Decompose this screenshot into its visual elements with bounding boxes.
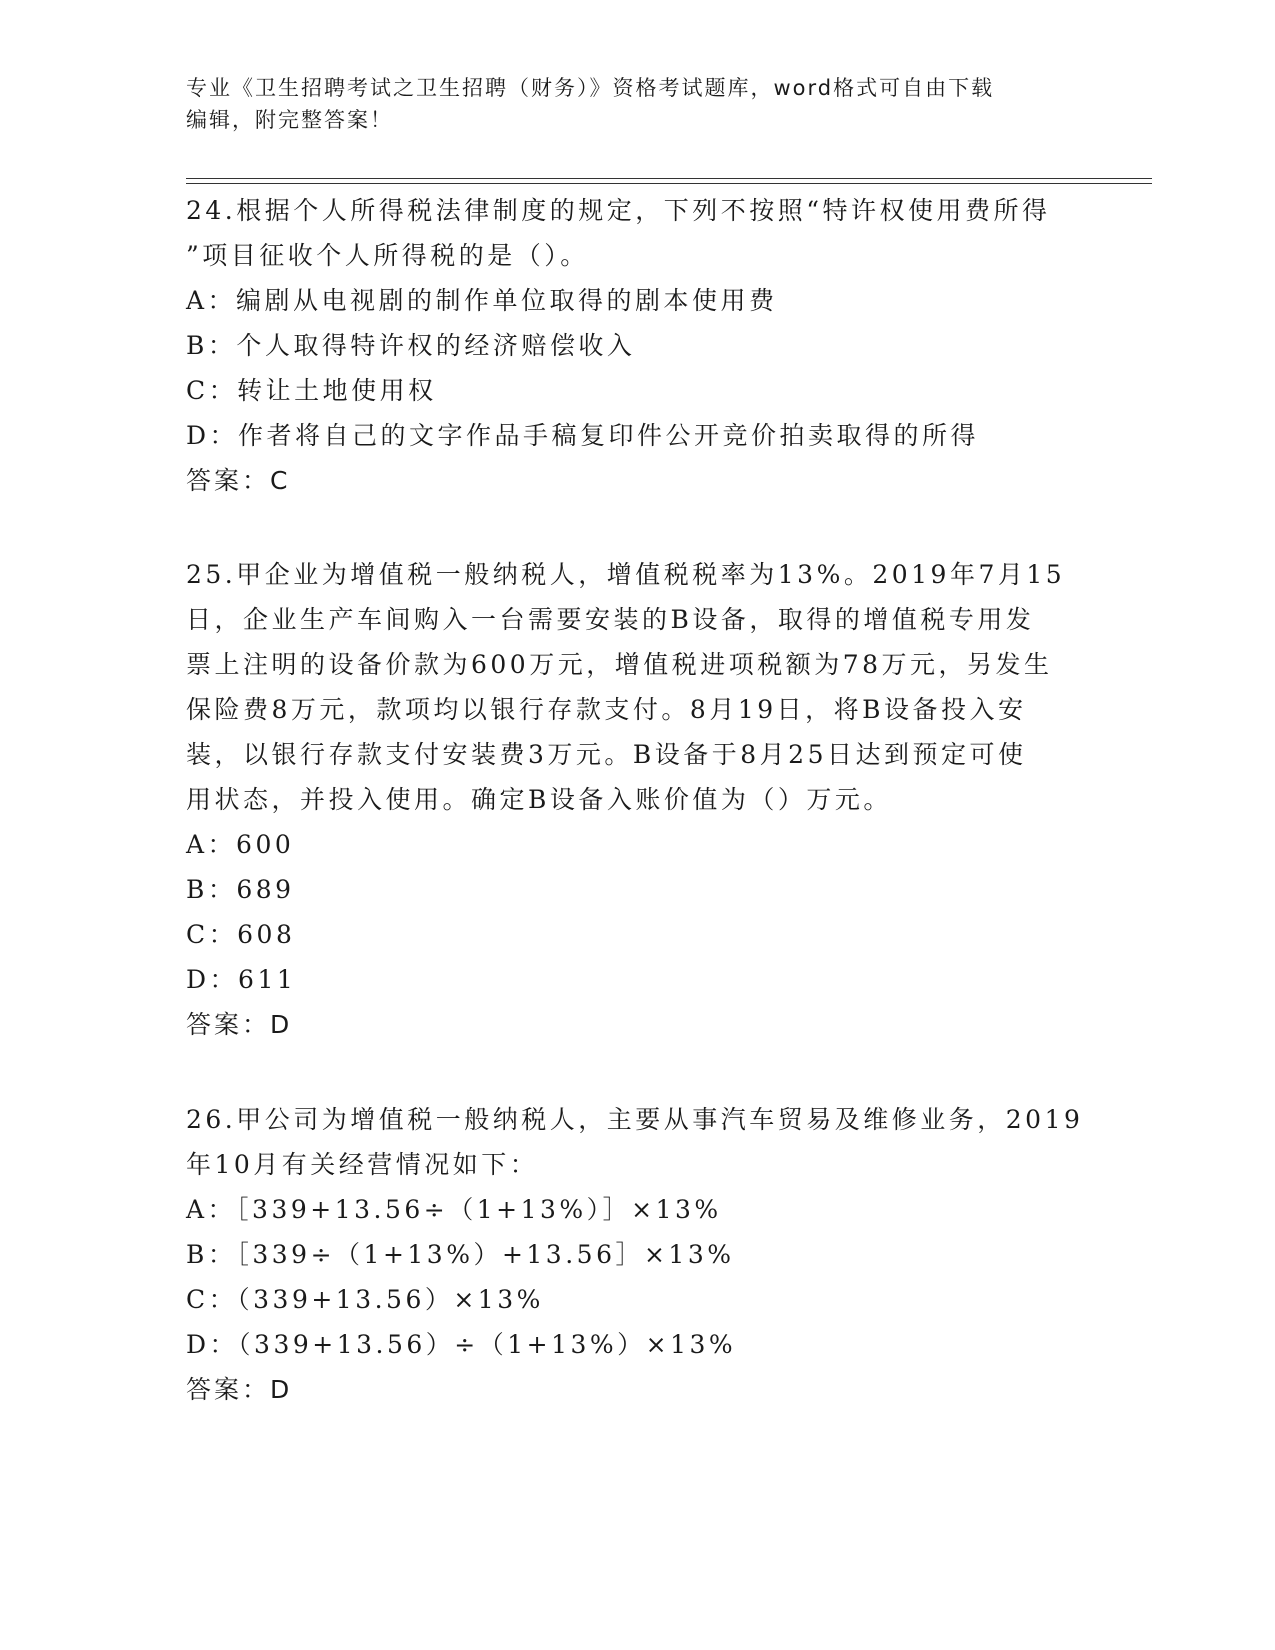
- question-stem-line: 日，企业生产车间购入一台需要安装的B设备，取得的增值税专用发: [186, 605, 1035, 634]
- option-a: A：600: [186, 830, 295, 859]
- question-stem-line: ”项目征收个人所得税的是（）。: [186, 241, 589, 270]
- question-stem-line: 票上注明的设备价款为600万元，增值税进项税额为78万元，另发生: [186, 650, 1053, 679]
- question-stem-line: 用状态，并投入使用。确定B设备入账价值为（）万元。: [186, 785, 892, 814]
- header-divider-top: [186, 178, 1152, 179]
- answer: 答案：D: [186, 1375, 293, 1404]
- option-d: D：作者将自己的文字作品手稿复印件公开竞价拍卖取得的所得: [186, 421, 980, 450]
- header-line-1: 专业《卫生招聘考试之卫生招聘（财务）》资格考试题库，word格式可自由下载: [186, 76, 995, 100]
- question-stem-line: 25.甲企业为增值税一般纳税人，增值税税率为13%。2019年7月15: [186, 560, 1066, 589]
- option-a: A：［339+13.56÷（1+13%）］×13%: [186, 1195, 722, 1224]
- question-stem-line: 装，以银行存款支付安装费3万元。B设备于8月25日达到预定可使: [186, 740, 1027, 769]
- question-26: [186, 1097, 1086, 1412]
- option-c: C：608: [186, 920, 296, 949]
- document-header: [186, 72, 1066, 136]
- option-b: B：个人取得特许权的经济赔偿收入: [186, 331, 636, 360]
- question-24: [186, 188, 1086, 503]
- answer: 答案：C: [186, 466, 291, 495]
- question-25: [186, 552, 1086, 1047]
- question-stem-line: 保险费8万元，款项均以银行存款支付。8月19日，将B设备投入安: [186, 695, 1027, 724]
- question-stem-line: 年10月有关经营情况如下：: [186, 1150, 539, 1179]
- question-stem-line: 26.甲公司为增值税一般纳税人，主要从事汽车贸易及维修业务，2019: [186, 1105, 1084, 1134]
- question-stem-line: 24.根据个人所得税法律制度的规定，下列不按照“特许权使用费所得: [186, 196, 1051, 225]
- option-d: D：611: [186, 965, 297, 994]
- option-d: D：（339+13.56）÷（1+13%）×13%: [186, 1330, 737, 1359]
- answer: 答案：D: [186, 1010, 293, 1039]
- header-divider-bottom: [186, 183, 1152, 184]
- option-a: A：编剧从电视剧的制作单位取得的剧本使用费: [186, 286, 778, 315]
- option-c: C：转让土地使用权: [186, 376, 437, 405]
- option-b: B：689: [186, 875, 295, 904]
- header-line-2: 编辑，附完整答案！: [186, 108, 393, 132]
- option-c: C：（339+13.56）×13%: [186, 1285, 544, 1314]
- option-b: B：［339÷（1+13%）+13.56］×13%: [186, 1240, 735, 1269]
